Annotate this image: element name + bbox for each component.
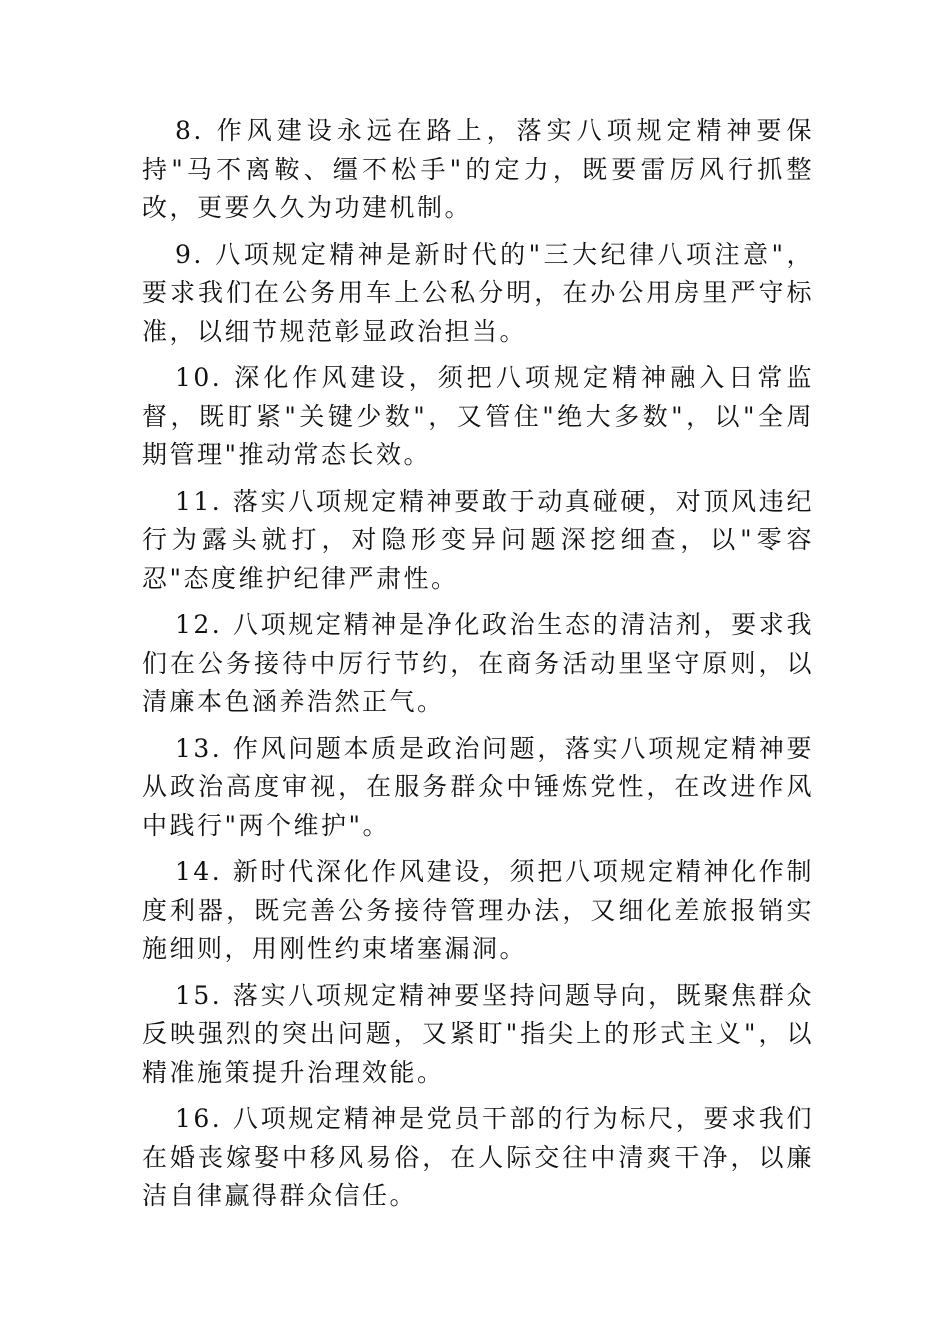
paragraph-14: 14. 新时代深化作风建设，须把八项规定精神化作制度利器，既完善公务接待管理办法，又细化差旅报销实施细则，用刚性约束堵塞漏洞。 bbox=[142, 857, 814, 963]
paragraph-12: 12. 八项规定精神是净化政治生态的清洁剂，要求我们在公务接待中厉行节约，在商务活动里坚守原则，以清廉本色涵养浩然正气。 bbox=[142, 610, 814, 716]
paragraph-15: 15. 落实八项规定精神要坚持问题导向，既聚焦群众反映强烈的突出问题，又紧盯"指尖上的形式主义"，以精准施策提升治理效能。 bbox=[142, 980, 814, 1087]
paragraph-13: 13. 作风问题本质是政治问题，落实八项规定精神要从政治高度审视，在服务群众中锤炼党性，在改进作风中践行"两个维护"。 bbox=[142, 733, 814, 840]
document-body bbox=[142, 112, 814, 1224]
paragraph-9: 9. 八项规定精神是新时代的"三大纪律八项注意"，要求我们在公务用车上公私分明，在办公用房里严守标准，以细节规范彰显政治担当。 bbox=[142, 239, 814, 346]
paragraph-11: 11. 落实八项规定精神要敢于动真碰硬，对顶风违纪行为露头就打，对隐形变异问题深挖细查，以"零容忍"态度维护纪律严肃性。 bbox=[142, 486, 814, 593]
paragraph-10: 10. 深化作风建设，须把八项规定精神融入日常监督，既盯紧"关键少数"，又管住"绝大多数"，以"全周期管理"推动常态长效。 bbox=[142, 363, 814, 469]
paragraph-8: 8. 作风建设永远在路上，落实八项规定精神要保持"马不离鞍、缰不松手"的定力，既要雷厉风行抓整改，更要久久为功建机制。 bbox=[142, 116, 814, 222]
paragraph-16: 16. 八项规定精神是党员干部的行为标尺，要求我们在婚丧嫁娶中移风易俗，在人际交往中清爽干净，以廉洁自律赢得群众信任。 bbox=[142, 1104, 814, 1210]
